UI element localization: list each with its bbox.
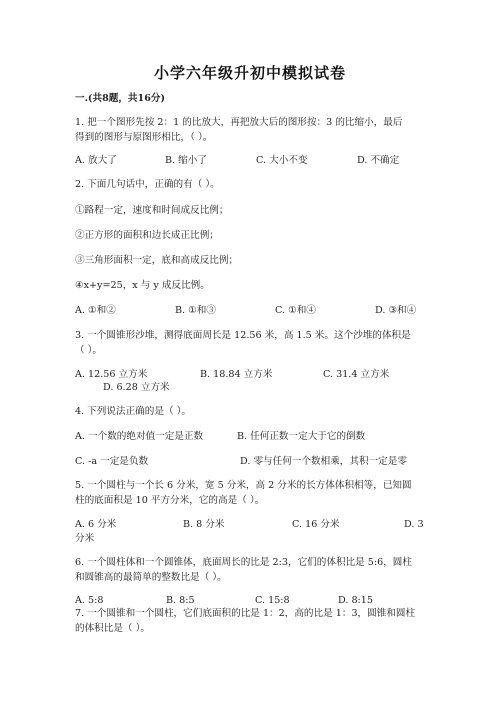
q6-option-c[interactable]: C. 15:8 bbox=[255, 595, 290, 606]
q1-option-c[interactable]: C. 大小不变 bbox=[256, 155, 308, 166]
section-header: 一.(共8题，共16分) bbox=[75, 93, 166, 104]
q7-text-line1: 7. 一个圆锥和一个圆柱，它们底面积的比是 1：2，高的比是 1：3，圆锥和圆柱 bbox=[75, 608, 416, 619]
q4-option-a[interactable]: A. 一个数的绝对值一定是正数 bbox=[75, 431, 204, 442]
q6-option-d[interactable]: D. 8:15 bbox=[338, 595, 373, 606]
q2-option-a[interactable]: A. ①和② bbox=[75, 305, 116, 316]
q6-option-a[interactable]: A. 5:8 bbox=[75, 595, 104, 606]
q1-option-d[interactable]: D. 不确定 bbox=[357, 155, 400, 166]
q4-option-b[interactable]: B. 任何正数一定大于它的倒数 bbox=[237, 431, 366, 442]
q5-option-d-unit: 分米 bbox=[75, 533, 95, 544]
q5-text-line1: 5. 一个圆柱与一个长 6 分米，宽 5 分米，高 2 分米的长方体体积相等，已知圆 bbox=[75, 480, 412, 491]
q2-option-d[interactable]: D. ③和④ bbox=[375, 305, 417, 316]
q3-option-c[interactable]: C. 31.4 立方米 bbox=[323, 369, 390, 380]
q4-option-d[interactable]: D. 零与任何一个数相乘，其积一定是零 bbox=[240, 456, 407, 467]
q2-statement-3: ③三角形面积一定，底和高成反比例； bbox=[75, 255, 239, 266]
q2-text-line1: 2. 下面几句话中，正确的有（ ）。 bbox=[75, 179, 220, 190]
q1-text-line1: 1. 把一个图形先按 2：1 的比放大，再把放大后的图形按：3 的比缩小，最后 bbox=[75, 117, 403, 128]
exam-title: 小学六年级升初中模拟试卷 bbox=[153, 64, 346, 82]
q3-option-b[interactable]: B. 18.84 立方米 bbox=[200, 369, 273, 380]
q4-text-line1: 4. 下列说法正确的是（ ）。 bbox=[75, 406, 191, 417]
q1-option-b[interactable]: B. 缩小了 bbox=[165, 155, 207, 166]
q7-text-line2: 的体积比是（ ）。 bbox=[75, 623, 150, 634]
q6-option-b[interactable]: B. 8:5 bbox=[166, 595, 195, 606]
q2-option-b[interactable]: B. ①和③ bbox=[175, 305, 216, 316]
q2-option-c[interactable]: C. ①和④ bbox=[275, 305, 316, 316]
q3-text-line2: （ ）。 bbox=[75, 345, 103, 356]
q3-option-d[interactable]: D. 6.28 立方米 bbox=[103, 382, 170, 393]
q5-option-b[interactable]: B. 8 分米 bbox=[183, 519, 225, 530]
q2-statement-1: ①路程一定，速度和时间成反比例； bbox=[75, 205, 229, 216]
q5-option-a[interactable]: A. 6 分米 bbox=[75, 519, 117, 530]
q2-statement-4: ④x+y=25，x 与 y 成反比例。 bbox=[75, 280, 210, 291]
q1-text-line2: 得到的图形与原图形相比，（ ）。 bbox=[75, 132, 213, 143]
q1-option-a[interactable]: A. 放大了 bbox=[75, 155, 117, 166]
q3-text-line1: 3. 一个圆锥形沙堆，测得底面周长是 12.56 米，高 1.5 米。这个沙堆的体积是 bbox=[75, 330, 411, 341]
q6-text-line1: 6. 一个圆柱体和一个圆锥体，底面周长的比是 2:3，它们的体积比是 5:6，圆柱 bbox=[75, 557, 412, 568]
q3-option-a[interactable]: A. 12.56 立方米 bbox=[75, 369, 148, 380]
q4-option-c[interactable]: C. -a 一定是负数 bbox=[75, 456, 149, 467]
q2-statement-2: ②正方形的面积和边长成正比例； bbox=[75, 230, 219, 241]
q5-option-d[interactable]: D. 3 bbox=[404, 519, 424, 530]
q5-text-line2: 柱的底面积是 10 平方分米，它的高是（ ）。 bbox=[75, 495, 265, 506]
q6-text-line2: 和圆锥高的最简单的整数比是（ ）。 bbox=[75, 572, 227, 583]
q5-option-c[interactable]: C. 16 分米 bbox=[292, 519, 340, 530]
